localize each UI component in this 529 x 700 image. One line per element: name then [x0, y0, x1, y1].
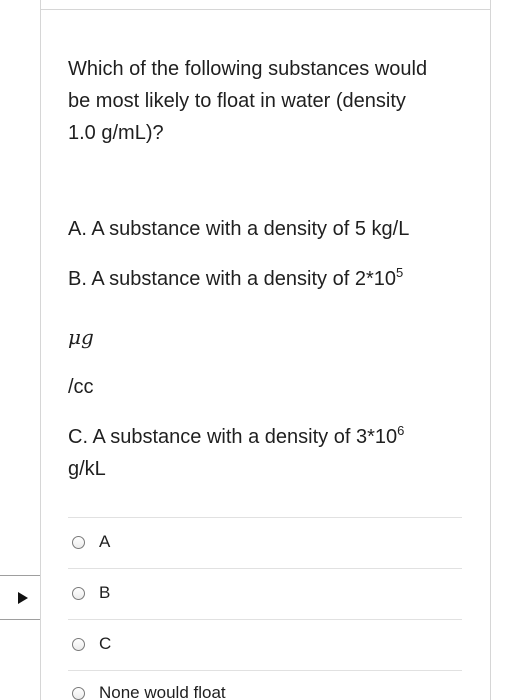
option-label: C [99, 634, 112, 653]
choice-b-unit-bottom: /cc [68, 376, 94, 398]
radio-button-icon[interactable] [72, 587, 85, 600]
question-card [40, 0, 491, 700]
choice-c-exponent: 6 [397, 423, 405, 438]
card-divider-top [41, 9, 490, 10]
choice-b-prefix: B. A substance with a density of 2*10 [68, 268, 396, 290]
choice-c-prefix: C. A substance with a density of 3*10 [68, 426, 398, 448]
radio-button-icon[interactable] [72, 536, 85, 549]
choice-b-text [68, 263, 403, 295]
option-b[interactable] [72, 578, 110, 608]
radio-button-icon[interactable] [72, 687, 85, 700]
option-divider [68, 619, 462, 620]
choice-c-unit: g/kL [68, 458, 106, 480]
radio-button-icon[interactable] [72, 638, 85, 651]
option-c[interactable] [72, 629, 111, 659]
question-line-1: Which of the following substances would [68, 58, 428, 80]
option-a[interactable] [72, 527, 110, 557]
choice-c-text [68, 421, 404, 453]
question-text [68, 53, 468, 149]
choice-b-unit-top: μg [68, 325, 94, 349]
option-label: B [99, 583, 111, 602]
triangle-right-icon [17, 591, 29, 605]
option-label: A [99, 532, 111, 551]
option-label: None would float [99, 683, 226, 700]
option-divider [68, 670, 462, 671]
choice-b-exponent: 5 [396, 265, 404, 280]
question-line-3: 1.0 g/mL)? [68, 122, 164, 144]
option-none[interactable] [72, 678, 226, 700]
choice-a-text: A. A substance with a density of 5 kg/L [68, 218, 410, 240]
question-line-2: be most likely to float in water (density [68, 90, 406, 112]
option-divider [68, 517, 462, 518]
option-divider [68, 568, 462, 569]
